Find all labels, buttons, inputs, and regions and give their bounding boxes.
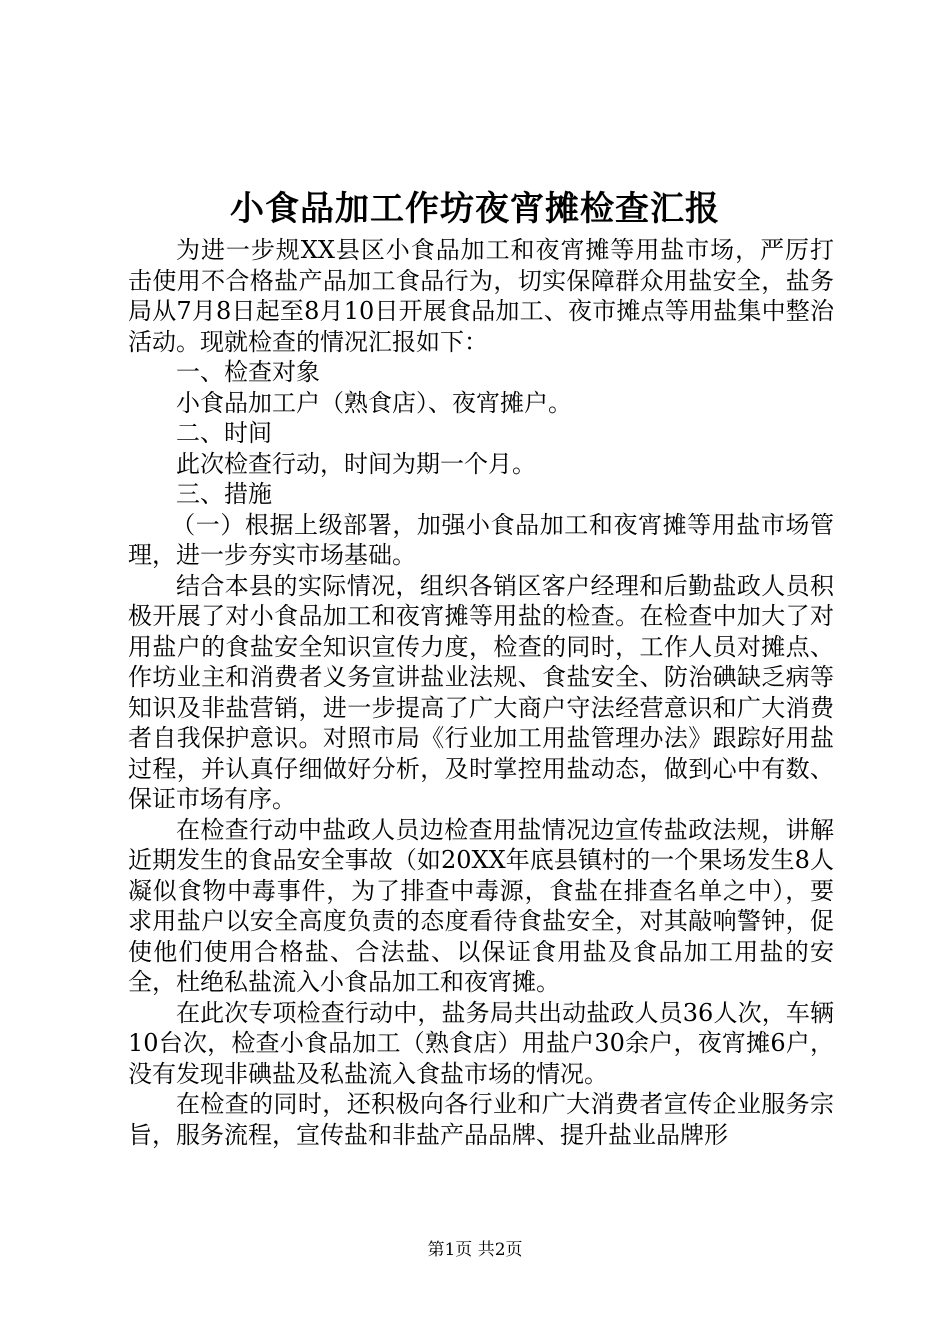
intro-paragraph: 为进一步规XX县区小食品加工和夜宵摊等用盐市场，严厉打击使用不合格盐产品加工食品行为，切实保障群众用盐安全，盐务局从7月8日起至8月10日开展食品加工、夜市摊点等用盐集中整治活动。现就检查的情况汇报如下：	[128, 236, 834, 356]
section-heading-time: 二、时间	[176, 419, 272, 447]
time-paragraph: 此次检查行动，时间为期一个月。	[176, 449, 536, 478]
body-paragraph: 结合本县的实际情况，组织各销区客户经理和后勤盐政人员积极开展了对小食品加工和夜宵摊等用盐的检查。在检查中加大了对用盐户的食盐安全知识宣传力度，检查的同时，工作人员对摊点、作坊业主和消费者义务宣讲盐业法规、食盐安全、防治碘缺乏病等知识及非盐营销，进一步提高了广大商户守法经营意识和广大消费者自我保护意识。对照市局《行业加工用盐管理办法》跟踪好用盐过程，并认真仔细做好分析，及时掌控用盐动态，做到心中有数、保证市场有序。	[128, 571, 834, 813]
section-heading-inspection-target: 一、检查对象	[176, 358, 320, 386]
document-body	[128, 235, 834, 1150]
measure-one-heading: （一）根据上级部署，加强小食品加工和夜宵摊等用盐市场管理，进一步夯实市场基础。	[128, 510, 834, 569]
page-number-footer: 第1页 共2页	[427, 1240, 523, 1260]
document-title: 小食品加工作坊夜宵摊检查汇报	[230, 189, 720, 229]
body-paragraph: 在检查的同时，还积极向各行业和广大消费者宣传企业服务宗旨，服务流程，宣传盐和非盐产品品牌、提升盐业品牌形	[128, 1090, 834, 1149]
inspection-target-paragraph: 小食品加工户（熟食店）、夜宵摊户。	[176, 388, 572, 417]
section-heading-measures: 三、措施	[176, 480, 272, 508]
body-paragraph: 在检查行动中盐政人员边检查用盐情况边宣传盐政法规，讲解近期发生的食品安全事故（如20XX年底县镇村的一个果场发生8人凝似食物中毒事件，为了排查中毒源，食盐在排查名单之中），要求用盐户以安全高度负责的态度看待食盐安全，对其敲响警钟，促使他们使用合格盐、合法盐、以保证食用盐及食品加工用盐的安全，杜绝私盐流入小食品加工和夜宵摊。	[128, 815, 834, 996]
body-paragraph: 在此次专项检查行动中，盐务局共出动盐政人员36人次，车辆10台次，检查小食品加工（熟食店）用盐户30余户，夜宵摊6户，没有发现非碘盐及私盐流入食盐市场的情况。	[128, 998, 834, 1088]
